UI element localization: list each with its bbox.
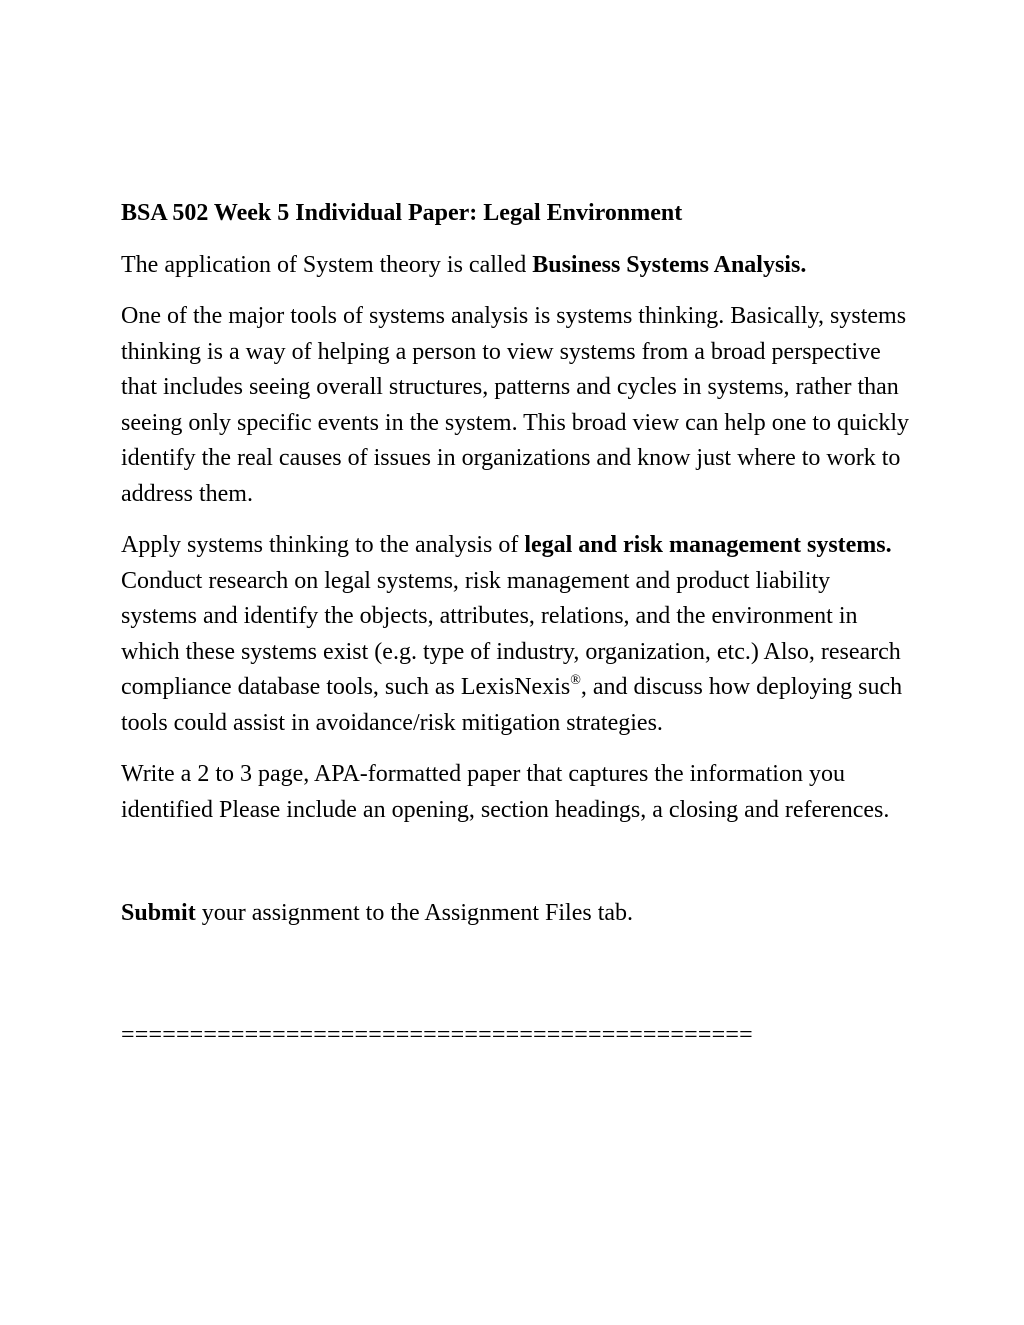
apply-paragraph — [121, 528, 911, 741]
submit-paragraph — [121, 896, 911, 932]
submit-text: your assignment to the Assignment Files tab. — [195, 900, 634, 926]
blank-space — [121, 844, 911, 896]
intro-text: The application of System theory is called — [121, 251, 533, 278]
document-title: BSA 502 Week 5 Individual Paper: Legal Environment — [121, 200, 683, 226]
apply-bold-term: legal and risk management systems. — [524, 532, 892, 558]
registered-mark: ® — [570, 673, 581, 688]
separator-line: ============================================== — [121, 1021, 753, 1048]
apply-lead: Apply systems thinking to the analysis of — [121, 532, 525, 558]
systems-thinking-paragraph: One of the major tools of systems analysis is systems thinking. Basically, systems thinking is a way of helping a person to view systems from a broad perspective that includes seeing overall structures, patterns and cycles in systems, rather than seeing only specific events in the system. This broad view can help one to quickly identify the real causes of issues in organizations and know just where to work to address them. — [121, 303, 910, 507]
submit-bold: Submit — [121, 900, 196, 926]
intro-paragraph — [121, 248, 911, 284]
intro-bold-term: Business Systems Analysis. — [532, 251, 807, 278]
document-page — [121, 196, 911, 1069]
apply-tail: , and discuss how deploying such tools could assist in avoidance/risk mitigation strategies. — [121, 674, 903, 736]
blank-space-2 — [121, 948, 911, 1018]
apply-body: Conduct research on legal systems, risk management and product liability systems and identify the objects, attributes, relations, and the environment in which these systems exist (e.g. type of industry, organization, etc.) Also, research compliance database tools, such as LexisNexis — [121, 567, 901, 700]
write-instructions-paragraph: Write a 2 to 3 page, APA-formatted paper that captures the information you identified Please include an opening, section headings, a closing and references. — [121, 761, 890, 823]
